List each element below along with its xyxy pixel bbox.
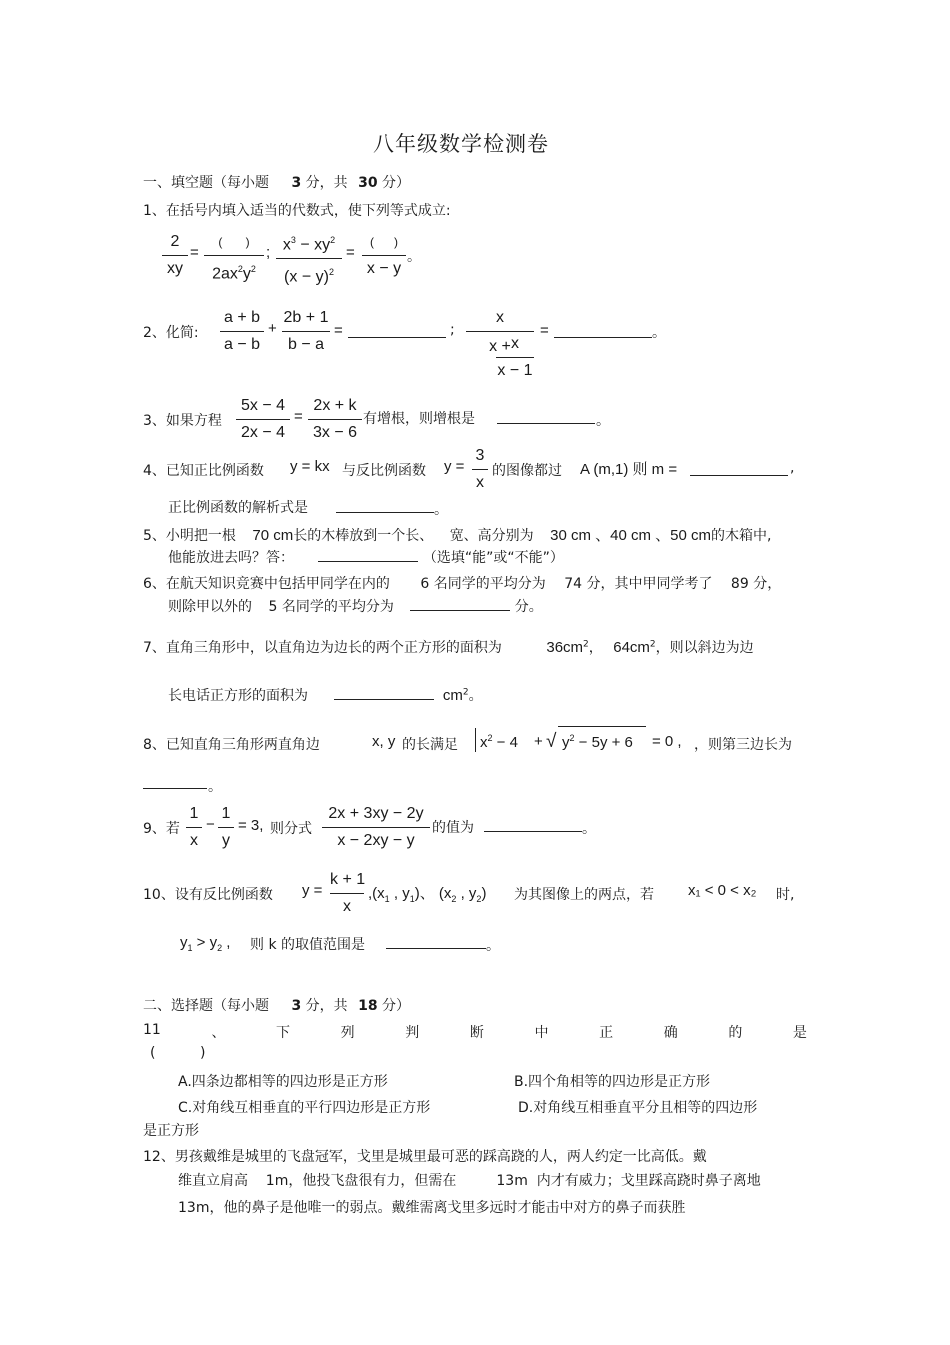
answer-blank[interactable] xyxy=(348,322,446,338)
question-3-label: 3、如果方程 xyxy=(143,413,222,429)
question-1-text: 1、在括号内填入适当的代数式，使下列等式成立: xyxy=(143,203,451,219)
math-expression: A (m,1) 则 m = xyxy=(580,461,678,478)
answer-parentheses[interactable]: ( ) xyxy=(150,1045,206,1061)
math-expression: y = kx xyxy=(290,458,330,475)
answer-blank[interactable] xyxy=(484,816,582,832)
question-6-line-1: 6、在航天知识竞赛中包括甲同学在内的 6 名同学的平均分为 74 分，其中甲同学考了 89 分， xyxy=(143,576,782,592)
section-1-header: 一、填空题（每小题 3 分，共 30 分） xyxy=(143,175,411,191)
option-d-continued: 是正方形 xyxy=(143,1123,199,1139)
option-b[interactable]: B.四个角相等的四边形是正方形 xyxy=(514,1074,711,1090)
answer-blank[interactable] xyxy=(690,460,788,476)
question-7-line-2: 长电话正方形的面积为 $cm^2$。 xyxy=(168,687,483,704)
question-12-line-2: 维直立肩高 1m，他投飞盘很有力，但需在 13m 内才有威力；戈里踩高跷时鼻子离地 xyxy=(178,1173,761,1189)
question-10-label: 10、设有反比例函数 xyxy=(143,887,273,903)
question-6-line-2: 则除甲以外的 5 名同学的平均分为 分。 xyxy=(168,596,543,616)
option-d[interactable]: D.对角线互相垂直平分且相等的四边形 xyxy=(518,1100,758,1116)
answer-blank[interactable] xyxy=(410,596,510,611)
answer-blank[interactable] xyxy=(497,408,595,424)
answer-blank[interactable] xyxy=(334,685,434,700)
question-8-label: 8、已知直角三角形两直角边 xyxy=(143,737,320,753)
page-title: 八年级数学检测卷 xyxy=(373,132,549,156)
answer-blank[interactable] xyxy=(318,547,418,562)
question-5-line-1: 5、小明把一根 70 cm长的木棒放到一个长、 宽、高分别为 30 cm 、40 cm 、50 cm的木箱中, xyxy=(143,527,772,544)
question-12-line-3: 13m，他的鼻子是他唯一的弱点。戴维需离戈里多远时才能击中对方的鼻子而获胜 xyxy=(178,1200,686,1216)
option-a[interactable]: A.四条边都相等的四边形是正方形 xyxy=(178,1074,388,1090)
question-7-line-1: 7、直角三角形中，以直角边为边长的两个正方形的面积为 $36cm^2$， $64cm^2$，则以斜边为边 xyxy=(143,639,754,656)
question-4-label: 4、已知正比例函数 xyxy=(143,463,264,479)
answer-blank[interactable] xyxy=(336,497,434,513)
section-2-header: 二、选择题（每小题 3 分，共 18 分） xyxy=(143,998,411,1014)
math-expression: $\frac{3}{x}$ xyxy=(472,446,488,493)
question-9-label: 9、若 xyxy=(143,821,180,837)
question-12-line-1: 12、男孩戴维是城里的飞盘冠军，戈里是城里最可恶的踩高跷的人，两人约定一比高低。戴 xyxy=(143,1149,707,1165)
answer-blank[interactable] xyxy=(143,774,207,789)
answer-blank[interactable] xyxy=(386,933,486,949)
question-2-label: 2、化简: xyxy=(143,325,199,341)
question-5-line-2: 他能放进去吗？答： （选填“能”或“不能”） xyxy=(168,547,564,567)
question-3-text: 有增根，则增根是 xyxy=(363,411,475,427)
option-c[interactable]: C.对角线互相垂直的平行四边形是正方形 xyxy=(178,1100,431,1116)
answer-blank[interactable] xyxy=(554,322,652,338)
question-11-stem: 11 、 下 列 判 断 中 正 确 的 是 xyxy=(143,1022,807,1041)
